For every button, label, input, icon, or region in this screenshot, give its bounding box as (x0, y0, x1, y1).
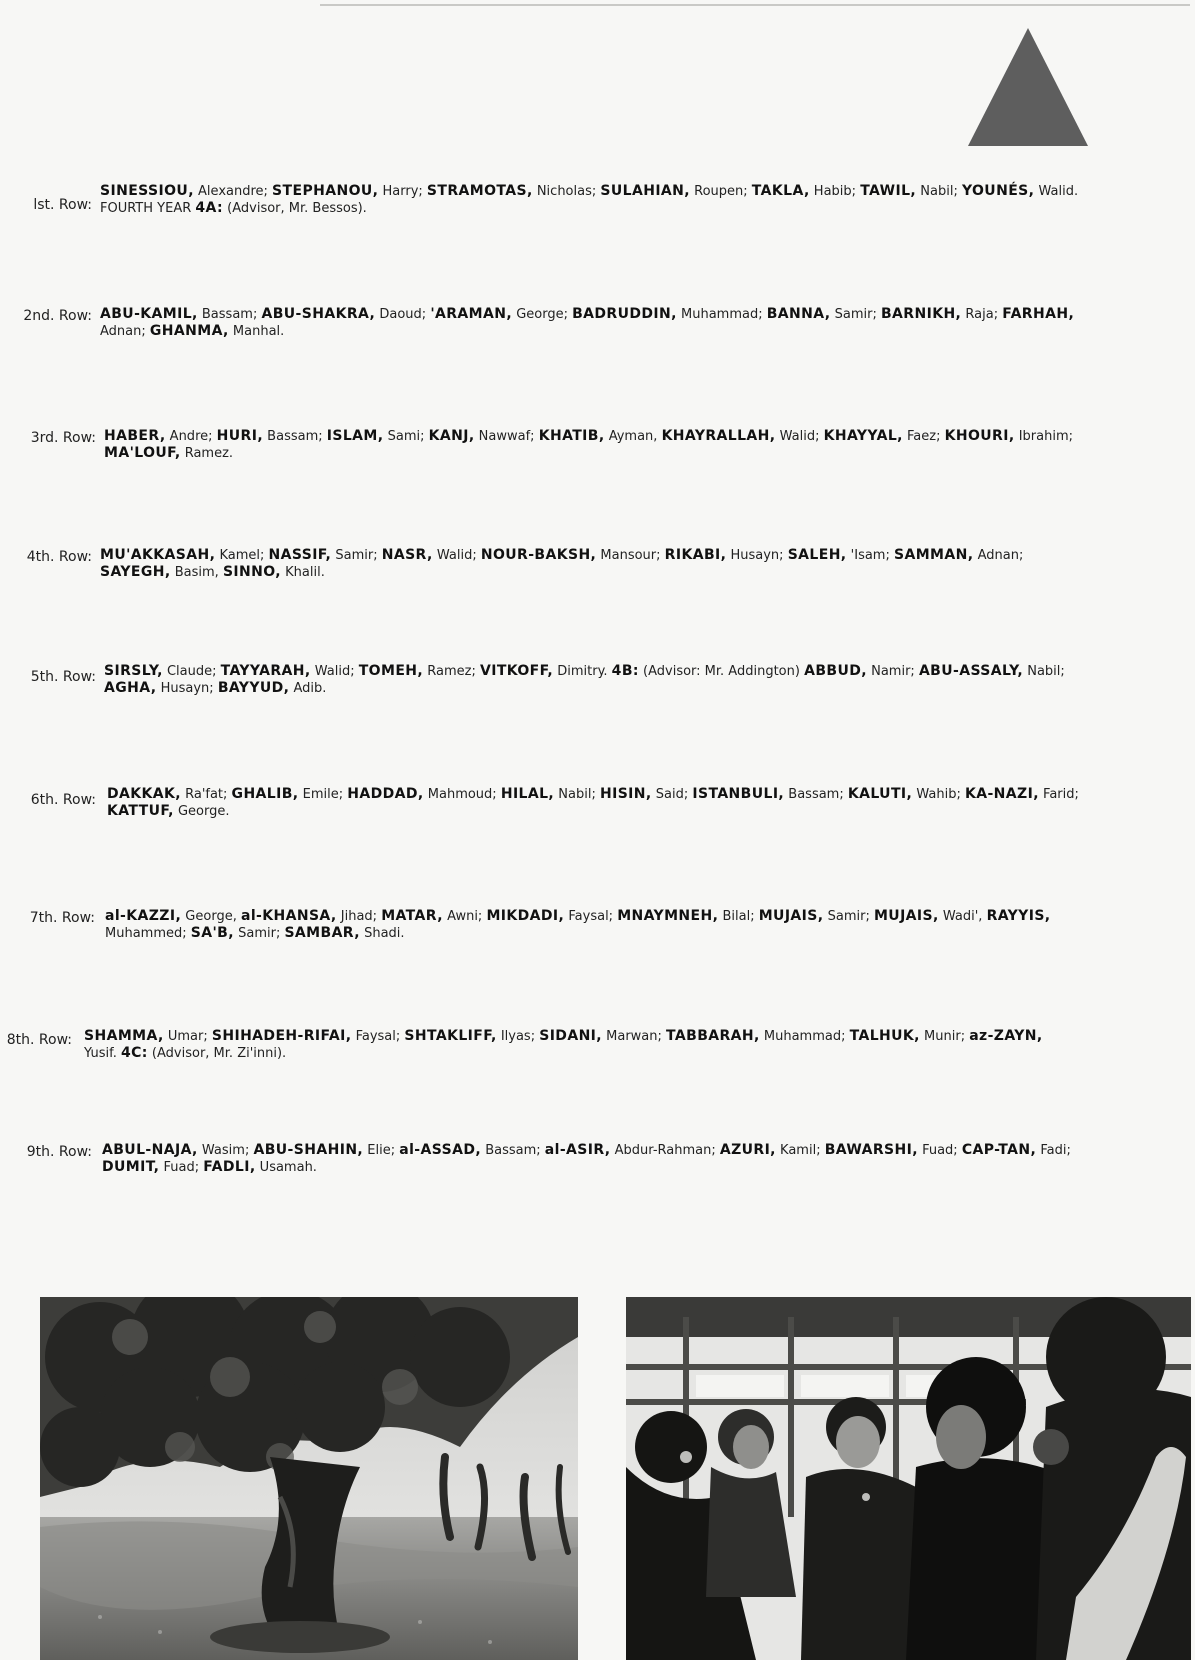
caption-text: Alexandre; (193, 184, 273, 199)
row-label: 9th. Row: (26, 1144, 92, 1160)
row-caption-9 (0, 1142, 1195, 1182)
caption-text: Wasim; (197, 1143, 254, 1158)
student-surname: MIKDADI, (486, 908, 565, 924)
row-names (100, 547, 1090, 581)
caption-text: Muhammed; (105, 926, 191, 941)
student-surname: TOMEH, (358, 663, 424, 679)
caption-text: George. (173, 804, 230, 819)
student-surname: MU'AKKASAH, (100, 547, 216, 563)
student-surname: HILAL, (500, 786, 555, 802)
student-surname: TABBARAH, (666, 1028, 760, 1044)
student-surname: AGHA, (104, 680, 157, 696)
caption-text: Ilyas; (496, 1029, 540, 1044)
student-surname: DUMIT, (102, 1159, 160, 1175)
bus-passengers-photo (626, 1297, 1191, 1660)
caption-text: Daoud; (375, 307, 431, 322)
caption-text: Adib. (289, 681, 327, 696)
caption-text: Faysal; (351, 1029, 405, 1044)
caption-text: Samir; (331, 548, 382, 563)
row-caption-8 (0, 1028, 1195, 1068)
student-surname: 'ARAMAN, (430, 306, 513, 322)
caption-text: Nabil; (916, 184, 962, 199)
caption-text: Husayn; (726, 548, 788, 563)
student-surname: MATAR, (381, 908, 443, 924)
student-surname: DAKKAK, (107, 786, 181, 802)
row-caption-2 (0, 306, 1195, 346)
caption-text: Awni; (442, 909, 487, 924)
student-surname: az-ZAYN, (969, 1028, 1043, 1044)
student-surname: SA'B, (190, 925, 234, 941)
student-surname: YOUNÉS, (961, 183, 1035, 199)
row-label: lst. Row: (33, 197, 92, 213)
student-surname: TAWIL, (860, 183, 917, 199)
student-surname: KA-NAZI, (964, 786, 1039, 802)
tree-photo (40, 1297, 578, 1660)
caption-text: Dimitry. (553, 664, 612, 679)
row-label: 7th. Row: (29, 910, 95, 926)
caption-text: Mansour; (596, 548, 665, 563)
student-surname: BAWARSHI, (824, 1142, 918, 1158)
student-surname: ABU-SHAHIN, (253, 1142, 364, 1158)
caption-text: Said; (651, 787, 693, 802)
student-surname: 4C: (120, 1045, 148, 1061)
row-caption-1 (0, 183, 1195, 223)
student-surname: KANJ, (428, 428, 475, 444)
student-surname: SHTAKLIFF, (404, 1028, 497, 1044)
student-surname: SHAMMA, (84, 1028, 164, 1044)
student-surname: SINESSIOU, (100, 183, 194, 199)
caption-text: Husayn; (156, 681, 218, 696)
caption-text: Abdur-Rahman; (610, 1143, 720, 1158)
caption-text: Kamil; (775, 1143, 825, 1158)
caption-text: Fadi; (1036, 1143, 1071, 1158)
student-surname: ABUL-NAJA, (102, 1142, 198, 1158)
student-surname: STEPHANOU, (272, 183, 379, 199)
student-surname: SALEH, (787, 547, 847, 563)
student-surname: MUJAIS, (873, 908, 939, 924)
student-surname: CAP-TAN, (961, 1142, 1037, 1158)
caption-text: Habib; (809, 184, 861, 199)
student-surname: HADDAD, (347, 786, 424, 802)
row-names (100, 183, 1090, 217)
student-surname: HURI, (216, 428, 264, 444)
student-surname: KHAYYAL, (823, 428, 903, 444)
student-surname: al-KHANSA, (240, 908, 337, 924)
caption-text: (Advisor, Mr. Bessos). (223, 201, 367, 216)
caption-text: Emile; (298, 787, 348, 802)
row-names (104, 428, 1094, 462)
top-rule (320, 4, 1190, 6)
caption-text: Marwan; (602, 1029, 667, 1044)
row-label: 4th. Row: (26, 549, 92, 565)
caption-text: Ramez. (180, 446, 234, 461)
caption-text: Bassam; (197, 307, 262, 322)
caption-text: Samir; (233, 926, 285, 941)
student-surname: KALUTI, (847, 786, 913, 802)
student-surname: ABU-ASSALY, (918, 663, 1024, 679)
caption-text: Sami; (383, 429, 429, 444)
caption-text: Manhal. (228, 324, 285, 339)
student-surname: AZURI, (719, 1142, 776, 1158)
student-surname: VITKOFF, (479, 663, 554, 679)
student-surname: ISTANBULI, (692, 786, 785, 802)
student-surname: SAYEGH, (100, 564, 171, 580)
student-surname: FADLI, (203, 1159, 256, 1175)
row-label: 3rd. Row: (30, 430, 96, 446)
caption-text: (Advisor: Mr. Addington) (638, 664, 805, 679)
row-names (100, 306, 1090, 340)
caption-text: Raja; (961, 307, 1003, 322)
student-surname: al-ASIR, (544, 1142, 611, 1158)
student-surname: 4B: (611, 663, 639, 679)
student-surname: SHIHADEH-RIFAI, (211, 1028, 352, 1044)
student-surname: SIDANI, (539, 1028, 603, 1044)
caption-text: Wahib; (912, 787, 965, 802)
caption-text: (Advisor, Mr. Zi'inni). (147, 1046, 287, 1061)
row-label: 6th. Row: (30, 792, 96, 808)
triangle-icon (968, 28, 1088, 146)
caption-text: Wadi', (938, 909, 987, 924)
caption-text: Khalil. (281, 565, 325, 580)
student-surname: ABU-KAMIL, (100, 306, 198, 322)
caption-text: Jihad; (336, 909, 382, 924)
caption-text: Adnan; (973, 548, 1024, 563)
student-surname: TAKLA, (751, 183, 810, 199)
student-surname: al-ASSAD, (399, 1142, 482, 1158)
row-caption-6 (0, 786, 1195, 826)
caption-text: Faez; (902, 429, 945, 444)
row-names (84, 1028, 1074, 1062)
caption-text: Kamel; (215, 548, 269, 563)
row-caption-3 (0, 428, 1195, 468)
student-surname: SAMBAR, (284, 925, 360, 941)
student-surname: SAMMAN, (894, 547, 974, 563)
student-surname: KHOURI, (944, 428, 1015, 444)
caption-text: Harry; (378, 184, 427, 199)
caption-text: Adnan; (100, 324, 150, 339)
student-surname: al-KAZZI, (105, 908, 182, 924)
caption-text: Bilal; (718, 909, 759, 924)
caption-text: Fuad; (159, 1160, 204, 1175)
caption-text: Walid; (310, 664, 359, 679)
caption-text: Nicholas; (532, 184, 601, 199)
row-names (107, 786, 1097, 820)
student-surname: GHANMA, (149, 323, 229, 339)
student-surname: NASSIF, (268, 547, 332, 563)
row-names (105, 908, 1095, 942)
student-surname: ABU-SHAKRA, (261, 306, 376, 322)
row-label: 5th. Row: (30, 669, 96, 685)
caption-text: Farid; (1038, 787, 1079, 802)
student-surname: KHATIB, (538, 428, 605, 444)
caption-text: Walid; (432, 548, 481, 563)
student-surname: RAYYIS, (986, 908, 1051, 924)
student-surname: FARHAH, (1002, 306, 1075, 322)
student-surname: HABER, (104, 428, 166, 444)
caption-text: Umar; (163, 1029, 212, 1044)
student-surname: ISLAM, (326, 428, 384, 444)
student-surname: BANNA, (766, 306, 831, 322)
student-surname: STRAMOTAS, (426, 183, 533, 199)
caption-text: Muhammad; (676, 307, 767, 322)
caption-text: Faysal; (564, 909, 618, 924)
student-surname: TAYYARAH, (220, 663, 311, 679)
student-surname: SINNO, (222, 564, 281, 580)
student-surname: MA'LOUF, (104, 445, 181, 461)
student-surname: BAYYUD, (217, 680, 290, 696)
row-names (104, 663, 1094, 697)
student-surname: SULAHIAN, (600, 183, 690, 199)
caption-text: Nabil; (554, 787, 600, 802)
caption-text: Mahmoud; (423, 787, 501, 802)
caption-text: Bassam; (263, 429, 327, 444)
caption-text: Fuad; (917, 1143, 962, 1158)
caption-text: Samir; (823, 909, 874, 924)
caption-text: Ibrahim; (1014, 429, 1073, 444)
caption-text: George; (512, 307, 573, 322)
caption-text: Nabil; (1023, 664, 1065, 679)
caption-text: Ramez; (423, 664, 480, 679)
student-surname: HISIN, (599, 786, 652, 802)
student-surname: BADRUDDIN, (572, 306, 677, 322)
caption-text: 'Isam; (846, 548, 894, 563)
caption-text: Usamah. (255, 1160, 317, 1175)
caption-text: Muhammad; (759, 1029, 850, 1044)
student-surname: TALHUK, (849, 1028, 920, 1044)
row-caption-7 (0, 908, 1195, 948)
student-surname: MNAYMNEH, (617, 908, 719, 924)
student-surname: GHALIB, (231, 786, 299, 802)
caption-text: Shadi. (359, 926, 405, 941)
student-surname: 4A: (195, 200, 224, 216)
caption-text: Yusif. (84, 1046, 121, 1061)
caption-text: Elie; (363, 1143, 400, 1158)
caption-text: Ayman, (604, 429, 662, 444)
student-surname: KATTUF, (107, 803, 174, 819)
row-names (102, 1142, 1092, 1176)
student-surname: NASR, (381, 547, 433, 563)
caption-text: Bassam; (481, 1143, 545, 1158)
caption-text: Andre; (165, 429, 217, 444)
student-surname: SIRSLY, (104, 663, 163, 679)
caption-text: Walid; (775, 429, 824, 444)
student-surname: RIKABI, (664, 547, 727, 563)
caption-text: George, (181, 909, 241, 924)
caption-text: Claude; (162, 664, 221, 679)
caption-text: Nawwaf; (474, 429, 539, 444)
caption-text: Bassam; (784, 787, 848, 802)
row-label: 2nd. Row: (23, 308, 92, 324)
student-surname: BARNIKH, (880, 306, 962, 322)
caption-text: Namir; (866, 664, 919, 679)
caption-text: Roupen; (690, 184, 752, 199)
student-surname: ABBUD, (804, 663, 867, 679)
row-label: 8th. Row: (6, 1032, 72, 1048)
caption-text: Samir; (830, 307, 881, 322)
row-caption-5 (0, 663, 1195, 703)
student-surname: KHAYRALLAH, (661, 428, 776, 444)
caption-text: Munir; (919, 1029, 970, 1044)
row-caption-4 (0, 547, 1195, 587)
caption-text: Ra'fat; (180, 787, 232, 802)
caption-text: Walid. FOURTH YEAR (100, 184, 1079, 216)
caption-text: Basim, (170, 565, 223, 580)
student-surname: NOUR-BAKSH, (480, 547, 597, 563)
student-surname: MUJAIS, (758, 908, 824, 924)
